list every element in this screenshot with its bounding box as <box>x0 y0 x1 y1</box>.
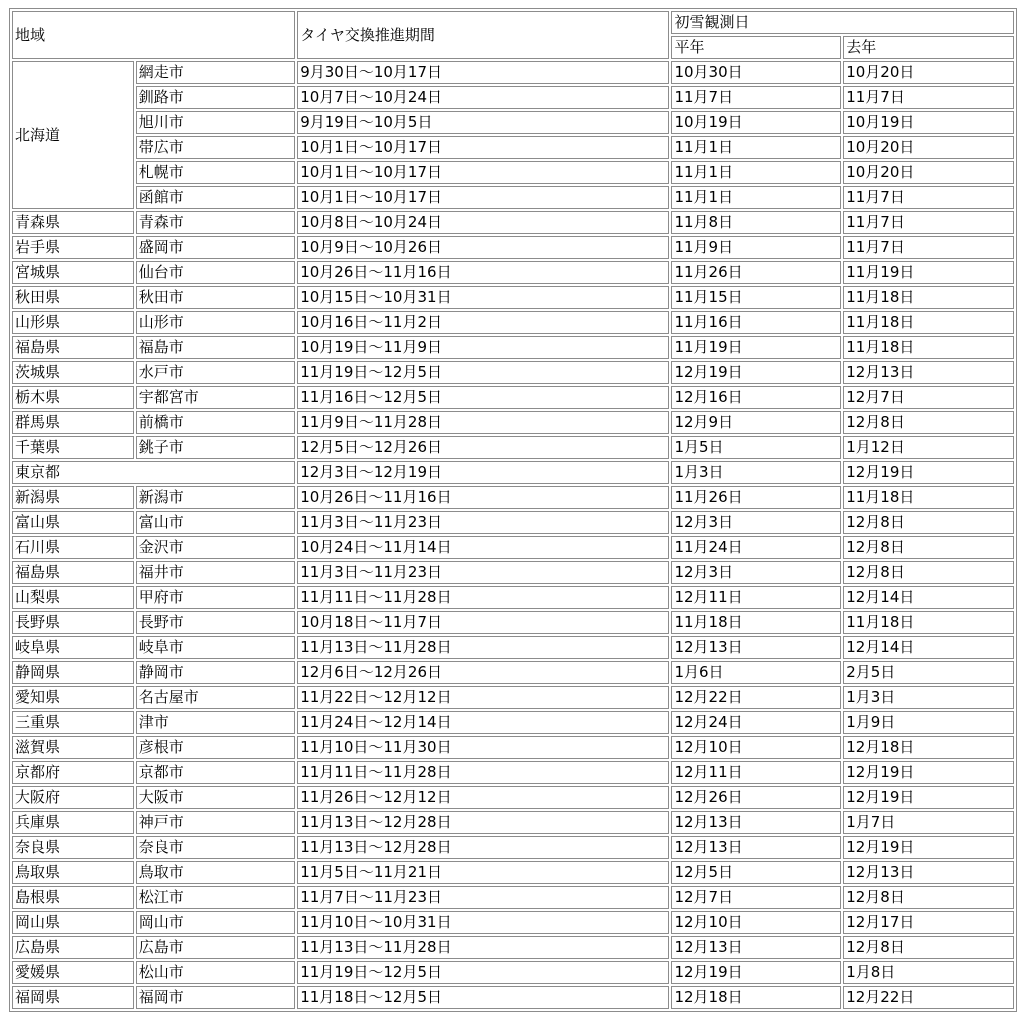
period-cell: 11月19日～12月5日 <box>297 361 669 384</box>
last-year-snow-date-cell: 12月18日 <box>843 736 1014 759</box>
period-cell: 11月10日～10月31日 <box>297 911 669 934</box>
last-year-snow-date-cell: 11月7日 <box>843 211 1014 234</box>
last-year-snow-date-cell: 11月18日 <box>843 611 1014 634</box>
period-cell: 11月11日～11月28日 <box>297 761 669 784</box>
city-cell: 松江市 <box>136 886 296 909</box>
prefecture-cell: 福岡県 <box>12 986 134 1009</box>
prefecture-cell: 岩手県 <box>12 236 134 259</box>
last-year-snow-date-cell: 1月3日 <box>843 686 1014 709</box>
city-cell: 金沢市 <box>136 536 296 559</box>
city-cell: 岐阜市 <box>136 636 296 659</box>
table-row <box>12 936 1014 959</box>
period-cell: 10月9日～10月26日 <box>297 236 669 259</box>
city-cell: 広島市 <box>136 936 296 959</box>
table-row <box>12 311 1014 334</box>
normal-snow-date-cell: 12月13日 <box>671 936 841 959</box>
header-first-snow: 初雪観測日 <box>671 11 1014 34</box>
city-cell: 津市 <box>136 711 296 734</box>
city-cell: 神戸市 <box>136 811 296 834</box>
normal-snow-date-cell: 11月24日 <box>671 536 841 559</box>
last-year-snow-date-cell: 12月19日 <box>843 461 1014 484</box>
prefecture-cell: 島根県 <box>12 886 134 909</box>
last-year-snow-date-cell: 12月19日 <box>843 761 1014 784</box>
period-cell: 11月3日～11月23日 <box>297 511 669 534</box>
city-cell: 甲府市 <box>136 586 296 609</box>
period-cell: 12月6日～12月26日 <box>297 661 669 684</box>
prefecture-cell: 岐阜県 <box>12 636 134 659</box>
city-cell: 彦根市 <box>136 736 296 759</box>
table-row <box>12 436 1014 459</box>
last-year-snow-date-cell: 11月7日 <box>843 186 1014 209</box>
period-cell: 11月13日～12月28日 <box>297 811 669 834</box>
prefecture-cell: 福島県 <box>12 561 134 584</box>
period-cell: 10月16日～11月2日 <box>297 311 669 334</box>
table-row <box>12 386 1014 409</box>
prefecture-cell: 富山県 <box>12 511 134 534</box>
city-cell: 鳥取市 <box>136 861 296 884</box>
normal-snow-date-cell: 12月11日 <box>671 761 841 784</box>
period-cell: 11月11日～11月28日 <box>297 586 669 609</box>
header-last-year: 去年 <box>843 36 1014 59</box>
period-cell: 11月7日～11月23日 <box>297 886 669 909</box>
last-year-snow-date-cell: 10月20日 <box>843 136 1014 159</box>
table-row <box>12 686 1014 709</box>
table-row <box>12 511 1014 534</box>
prefecture-cell: 鳥取県 <box>12 861 134 884</box>
prefecture-cell: 栃木県 <box>12 386 134 409</box>
prefecture-cell: 静岡県 <box>12 661 134 684</box>
period-cell: 10月26日～11月16日 <box>297 261 669 284</box>
last-year-snow-date-cell: 12月19日 <box>843 836 1014 859</box>
period-cell: 10月19日～11月9日 <box>297 336 669 359</box>
last-year-snow-date-cell: 1月12日 <box>843 436 1014 459</box>
table-row <box>12 336 1014 359</box>
city-cell: 福岡市 <box>136 986 296 1009</box>
header-period: タイヤ交換推進期間 <box>297 11 669 59</box>
normal-snow-date-cell: 1月5日 <box>671 436 841 459</box>
city-cell: 前橋市 <box>136 411 296 434</box>
last-year-snow-date-cell: 12月14日 <box>843 636 1014 659</box>
period-cell: 10月7日～10月24日 <box>297 86 669 109</box>
normal-snow-date-cell: 12月24日 <box>671 711 841 734</box>
normal-snow-date-cell: 11月15日 <box>671 286 841 309</box>
period-cell: 10月1日～10月17日 <box>297 186 669 209</box>
last-year-snow-date-cell: 12月8日 <box>843 561 1014 584</box>
normal-snow-date-cell: 11月26日 <box>671 261 841 284</box>
prefecture-cell: 茨城県 <box>12 361 134 384</box>
prefecture-cell: 千葉県 <box>12 436 134 459</box>
city-cell: 盛岡市 <box>136 236 296 259</box>
prefecture-cell: 京都府 <box>12 761 134 784</box>
period-cell: 10月1日～10月17日 <box>297 161 669 184</box>
last-year-snow-date-cell: 1月8日 <box>843 961 1014 984</box>
period-cell: 11月22日～12月12日 <box>297 686 669 709</box>
table-row <box>12 986 1014 1009</box>
normal-snow-date-cell: 10月19日 <box>671 111 841 134</box>
prefecture-cell: 山梨県 <box>12 586 134 609</box>
table-row <box>12 361 1014 384</box>
last-year-snow-date-cell: 12月22日 <box>843 986 1014 1009</box>
table-row <box>12 411 1014 434</box>
period-cell: 9月19日～10月5日 <box>297 111 669 134</box>
normal-snow-date-cell: 12月11日 <box>671 586 841 609</box>
city-cell: 福井市 <box>136 561 296 584</box>
table-row <box>12 886 1014 909</box>
table-row <box>12 836 1014 859</box>
period-cell: 11月13日～12月28日 <box>297 836 669 859</box>
snow-tire-schedule-table <box>9 8 1017 1012</box>
normal-snow-date-cell: 11月9日 <box>671 236 841 259</box>
last-year-snow-date-cell: 10月20日 <box>843 161 1014 184</box>
table-row <box>12 561 1014 584</box>
last-year-snow-date-cell: 12月13日 <box>843 361 1014 384</box>
city-cell: 名古屋市 <box>136 686 296 709</box>
period-cell: 11月13日～11月28日 <box>297 936 669 959</box>
table-row <box>12 261 1014 284</box>
normal-snow-date-cell: 10月30日 <box>671 61 841 84</box>
normal-snow-date-cell: 12月13日 <box>671 636 841 659</box>
table-row <box>12 136 1014 159</box>
city-cell: 長野市 <box>136 611 296 634</box>
table-row <box>12 786 1014 809</box>
period-cell: 11月24日～12月14日 <box>297 711 669 734</box>
last-year-snow-date-cell: 11月18日 <box>843 336 1014 359</box>
period-cell: 11月19日～12月5日 <box>297 961 669 984</box>
normal-snow-date-cell: 12月19日 <box>671 961 841 984</box>
prefecture-cell: 愛媛県 <box>12 961 134 984</box>
last-year-snow-date-cell: 11月7日 <box>843 86 1014 109</box>
period-cell: 10月8日～10月24日 <box>297 211 669 234</box>
city-cell: 新潟市 <box>136 486 296 509</box>
normal-snow-date-cell: 11月7日 <box>671 86 841 109</box>
table-row <box>12 736 1014 759</box>
last-year-snow-date-cell: 12月13日 <box>843 861 1014 884</box>
normal-snow-date-cell: 12月22日 <box>671 686 841 709</box>
normal-snow-date-cell: 11月8日 <box>671 211 841 234</box>
city-cell: 山形市 <box>136 311 296 334</box>
table-row <box>12 661 1014 684</box>
table-row <box>12 61 1014 84</box>
table-row <box>12 711 1014 734</box>
prefecture-cell: 長野県 <box>12 611 134 634</box>
prefecture-cell: 群馬県 <box>12 411 134 434</box>
city-cell: 釧路市 <box>136 86 296 109</box>
city-cell: 岡山市 <box>136 911 296 934</box>
last-year-snow-date-cell: 12月19日 <box>843 786 1014 809</box>
normal-snow-date-cell: 12月7日 <box>671 886 841 909</box>
header-row-1 <box>12 11 1014 34</box>
prefecture-cell: 北海道 <box>12 61 134 209</box>
city-cell: 富山市 <box>136 511 296 534</box>
last-year-snow-date-cell: 12月8日 <box>843 411 1014 434</box>
prefecture-cell: 奈良県 <box>12 836 134 859</box>
prefecture-cell: 新潟県 <box>12 486 134 509</box>
last-year-snow-date-cell: 12月8日 <box>843 886 1014 909</box>
table-row <box>12 111 1014 134</box>
normal-snow-date-cell: 12月3日 <box>671 561 841 584</box>
table-row <box>12 586 1014 609</box>
period-cell: 11月26日～12月12日 <box>297 786 669 809</box>
period-cell: 9月30日～10月17日 <box>297 61 669 84</box>
normal-snow-date-cell: 11月18日 <box>671 611 841 634</box>
city-cell: 宇都宮市 <box>136 386 296 409</box>
normal-snow-date-cell: 11月1日 <box>671 136 841 159</box>
city-cell: 水戸市 <box>136 361 296 384</box>
city-cell: 帯広市 <box>136 136 296 159</box>
period-cell: 10月24日～11月14日 <box>297 536 669 559</box>
period-cell: 10月15日～10月31日 <box>297 286 669 309</box>
last-year-snow-date-cell: 11月18日 <box>843 286 1014 309</box>
normal-snow-date-cell: 11月16日 <box>671 311 841 334</box>
table-row <box>12 761 1014 784</box>
table-row <box>12 286 1014 309</box>
table-row <box>12 861 1014 884</box>
city-cell: 旭川市 <box>136 111 296 134</box>
normal-snow-date-cell: 12月3日 <box>671 511 841 534</box>
table-row <box>12 536 1014 559</box>
period-cell: 12月3日～12月19日 <box>297 461 669 484</box>
period-cell: 11月3日～11月23日 <box>297 561 669 584</box>
normal-snow-date-cell: 11月1日 <box>671 161 841 184</box>
last-year-snow-date-cell: 12月8日 <box>843 936 1014 959</box>
normal-snow-date-cell: 1月3日 <box>671 461 841 484</box>
last-year-snow-date-cell: 12月8日 <box>843 511 1014 534</box>
period-cell: 11月10日～11月30日 <box>297 736 669 759</box>
period-cell: 11月9日～11月28日 <box>297 411 669 434</box>
last-year-snow-date-cell: 12月14日 <box>843 586 1014 609</box>
city-cell: 銚子市 <box>136 436 296 459</box>
normal-snow-date-cell: 12月18日 <box>671 986 841 1009</box>
period-cell: 10月18日～11月7日 <box>297 611 669 634</box>
prefecture-cell: 大阪府 <box>12 786 134 809</box>
period-cell: 11月5日～11月21日 <box>297 861 669 884</box>
city-cell: 函館市 <box>136 186 296 209</box>
table-row <box>12 611 1014 634</box>
table-row <box>12 161 1014 184</box>
table-row <box>12 811 1014 834</box>
table-row <box>12 636 1014 659</box>
prefecture-cell: 秋田県 <box>12 286 134 309</box>
last-year-snow-date-cell: 11月18日 <box>843 486 1014 509</box>
header-normal: 平年 <box>671 36 841 59</box>
last-year-snow-date-cell: 12月8日 <box>843 536 1014 559</box>
normal-snow-date-cell: 12月16日 <box>671 386 841 409</box>
prefecture-cell: 愛知県 <box>12 686 134 709</box>
table-row <box>12 236 1014 259</box>
last-year-snow-date-cell: 10月19日 <box>843 111 1014 134</box>
period-cell: 12月5日～12月26日 <box>297 436 669 459</box>
city-cell: 大阪市 <box>136 786 296 809</box>
last-year-snow-date-cell: 1月7日 <box>843 811 1014 834</box>
city-cell: 京都市 <box>136 761 296 784</box>
city-cell: 静岡市 <box>136 661 296 684</box>
normal-snow-date-cell: 11月26日 <box>671 486 841 509</box>
normal-snow-date-cell: 12月26日 <box>671 786 841 809</box>
normal-snow-date-cell: 1月6日 <box>671 661 841 684</box>
table-row <box>12 961 1014 984</box>
table-row <box>12 486 1014 509</box>
period-cell: 11月13日～11月28日 <box>297 636 669 659</box>
normal-snow-date-cell: 12月5日 <box>671 861 841 884</box>
last-year-snow-date-cell: 12月17日 <box>843 911 1014 934</box>
table-row <box>12 461 1014 484</box>
prefecture-cell: 青森県 <box>12 211 134 234</box>
prefecture-cell: 山形県 <box>12 311 134 334</box>
period-cell: 11月18日～12月5日 <box>297 986 669 1009</box>
last-year-snow-date-cell: 12月7日 <box>843 386 1014 409</box>
city-cell: 網走市 <box>136 61 296 84</box>
table-row <box>12 211 1014 234</box>
normal-snow-date-cell: 12月9日 <box>671 411 841 434</box>
prefecture-cell: 東京都 <box>12 461 295 484</box>
last-year-snow-date-cell: 11月19日 <box>843 261 1014 284</box>
last-year-snow-date-cell: 11月18日 <box>843 311 1014 334</box>
last-year-snow-date-cell: 2月5日 <box>843 661 1014 684</box>
last-year-snow-date-cell: 1月9日 <box>843 711 1014 734</box>
normal-snow-date-cell: 11月1日 <box>671 186 841 209</box>
city-cell: 仙台市 <box>136 261 296 284</box>
prefecture-cell: 三重県 <box>12 711 134 734</box>
prefecture-cell: 兵庫県 <box>12 811 134 834</box>
normal-snow-date-cell: 12月13日 <box>671 836 841 859</box>
city-cell: 松山市 <box>136 961 296 984</box>
normal-snow-date-cell: 12月10日 <box>671 911 841 934</box>
last-year-snow-date-cell: 11月7日 <box>843 236 1014 259</box>
table-row <box>12 86 1014 109</box>
city-cell: 奈良市 <box>136 836 296 859</box>
last-year-snow-date-cell: 10月20日 <box>843 61 1014 84</box>
period-cell: 10月26日～11月16日 <box>297 486 669 509</box>
period-cell: 10月1日～10月17日 <box>297 136 669 159</box>
prefecture-cell: 宮城県 <box>12 261 134 284</box>
header-region: 地域 <box>12 11 295 59</box>
table-row <box>12 911 1014 934</box>
normal-snow-date-cell: 12月10日 <box>671 736 841 759</box>
period-cell: 11月16日～12月5日 <box>297 386 669 409</box>
prefecture-cell: 福島県 <box>12 336 134 359</box>
prefecture-cell: 岡山県 <box>12 911 134 934</box>
city-cell: 秋田市 <box>136 286 296 309</box>
prefecture-cell: 石川県 <box>12 536 134 559</box>
prefecture-cell: 広島県 <box>12 936 134 959</box>
city-cell: 福島市 <box>136 336 296 359</box>
city-cell: 青森市 <box>136 211 296 234</box>
prefecture-cell: 滋賀県 <box>12 736 134 759</box>
table-row <box>12 186 1014 209</box>
normal-snow-date-cell: 12月13日 <box>671 811 841 834</box>
normal-snow-date-cell: 11月19日 <box>671 336 841 359</box>
normal-snow-date-cell: 12月19日 <box>671 361 841 384</box>
city-cell: 札幌市 <box>136 161 296 184</box>
